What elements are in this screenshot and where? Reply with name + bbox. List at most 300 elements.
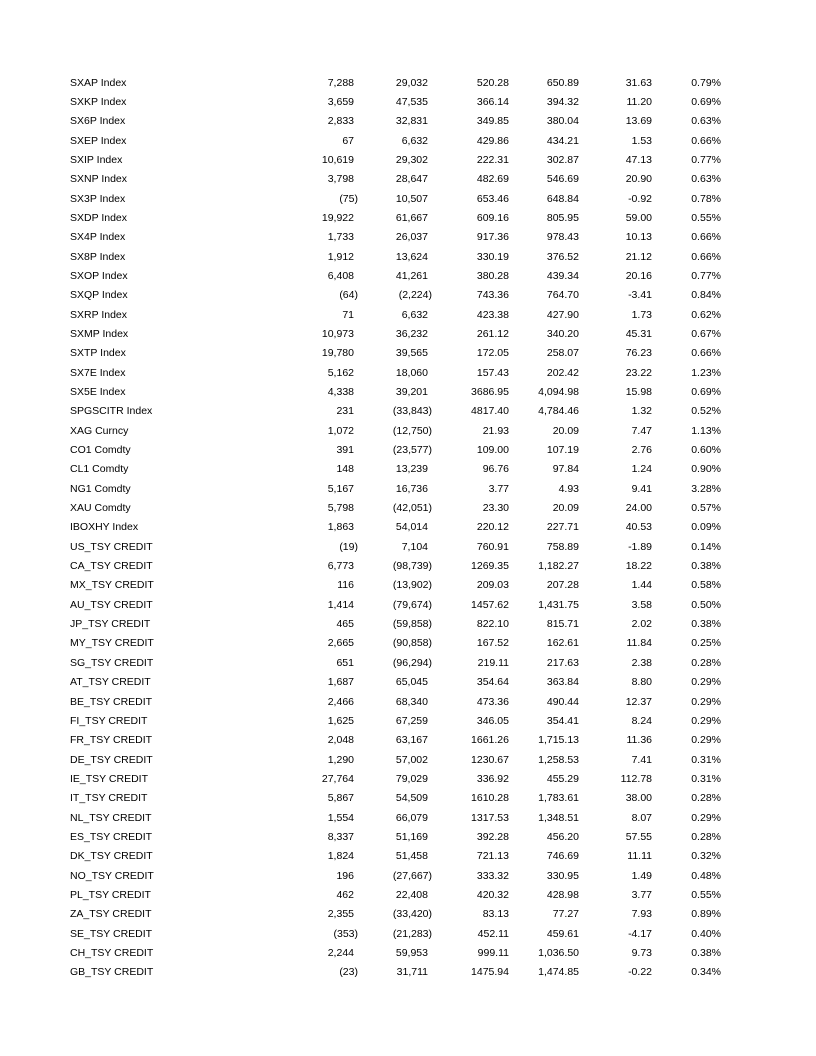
value-col-3: 167.52	[476, 637, 509, 650]
value-col-4: 746.69	[546, 850, 579, 863]
value-col-4: 217.63	[546, 656, 579, 669]
value-col-6: 3.28%	[691, 482, 721, 495]
instrument-name: SX6P Index	[70, 115, 126, 128]
value-col-1: 8,337	[327, 830, 354, 843]
value-col-3: 520.28	[476, 76, 509, 89]
value-col-3: 721.13	[476, 850, 509, 863]
value-col-5: 31.63	[625, 76, 652, 89]
value-col-2: (13,902)	[392, 579, 432, 592]
value-col-1: 1,290	[327, 753, 354, 766]
value-col-6: 0.28%	[691, 792, 721, 805]
value-col-4: 456.20	[546, 830, 579, 843]
instrument-name: SXIP Index	[70, 153, 123, 166]
value-col-5: 13.69	[625, 115, 652, 128]
value-col-3: 1269.35	[471, 560, 509, 573]
value-col-4: 805.95	[546, 211, 579, 224]
table-row	[0, 944, 816, 963]
value-col-4: 428.98	[546, 888, 579, 901]
value-col-4: 354.41	[546, 714, 579, 727]
value-col-5: 45.31	[625, 327, 652, 340]
value-col-2: 10,507	[395, 192, 428, 205]
value-col-4: 455.29	[546, 772, 579, 785]
value-col-3: 3686.95	[471, 386, 509, 398]
value-col-2: (33,420)	[392, 908, 432, 921]
value-col-6: 0.77%	[691, 269, 721, 282]
value-col-5: 8.07	[631, 811, 652, 824]
value-col-5: 9.73	[631, 946, 652, 959]
value-col-5: 2.76	[631, 444, 652, 457]
value-col-2: 31,711	[396, 966, 428, 979]
value-col-4: 758.89	[546, 540, 579, 553]
value-col-3: 4817.40	[471, 405, 509, 418]
value-col-6: 0.60%	[691, 444, 721, 457]
value-col-1: 651	[336, 656, 354, 669]
value-col-2: (98,739)	[392, 560, 432, 573]
value-col-3: 333.32	[476, 869, 509, 882]
instrument-name: SX7E Index	[70, 366, 126, 379]
value-col-3: 392.28	[476, 830, 509, 843]
instrument-name: SX3P Index	[70, 192, 126, 205]
value-col-5: 3.58	[631, 598, 652, 611]
value-col-4: 380.04	[546, 115, 579, 128]
value-col-3: 157.43	[476, 366, 509, 379]
value-col-1: 2,466	[327, 695, 354, 708]
value-col-4: 77.27	[552, 908, 579, 921]
value-col-5: 1.49	[631, 869, 652, 882]
value-col-2: 39,565	[395, 347, 428, 360]
value-col-2: 59,953	[395, 946, 428, 959]
value-col-3: 330.19	[476, 250, 509, 263]
value-col-5: 1.44	[631, 579, 652, 592]
instrument-name: SXTP Index	[70, 347, 126, 360]
instrument-name: NO_TSY CREDIT	[70, 869, 154, 882]
value-col-1: 4,338	[327, 386, 354, 398]
value-col-5: 23.22	[625, 366, 652, 379]
value-col-2: 65,045	[395, 676, 428, 689]
value-col-1: 1,625	[327, 714, 354, 727]
table-row	[0, 615, 816, 634]
table-row	[0, 867, 816, 886]
instrument-name: IBOXHY Index	[70, 521, 139, 534]
value-col-5: 47.13	[625, 153, 652, 166]
value-col-5: 2.38	[631, 656, 652, 669]
value-col-1: 19,922	[321, 211, 354, 224]
table-row	[0, 112, 816, 131]
value-col-2: (2,224)	[398, 289, 432, 302]
instrument-name: SXNP Index	[70, 173, 128, 186]
value-col-1: (23)	[339, 966, 358, 979]
value-col-4: 439.34	[546, 269, 579, 282]
value-col-1: (64)	[339, 289, 358, 302]
table-row	[0, 267, 816, 286]
instrument-name: SX4P Index	[70, 231, 126, 244]
value-col-1: 5,798	[327, 502, 354, 515]
instrument-name: SXKP Index	[70, 95, 127, 108]
value-col-1: 2,355	[327, 908, 354, 921]
instrument-name: SXDP Index	[70, 211, 128, 224]
value-col-4: 546.69	[546, 173, 579, 186]
value-col-3: 219.11	[477, 656, 509, 669]
value-col-4: 1,036.50	[538, 946, 579, 959]
table-row	[0, 789, 816, 808]
instrument-name: SX8P Index	[70, 250, 126, 263]
instrument-name: SXOP Index	[70, 269, 128, 282]
value-col-5: 38.00	[625, 792, 652, 805]
value-col-6: 0.29%	[691, 811, 721, 824]
table-row	[0, 480, 816, 499]
value-col-6: 0.28%	[691, 656, 721, 669]
instrument-name: DK_TSY CREDIT	[70, 850, 153, 863]
value-col-3: 760.91	[476, 540, 509, 553]
table-row	[0, 460, 816, 479]
value-col-5: 24.00	[625, 502, 652, 515]
value-col-1: 2,665	[327, 637, 354, 650]
value-col-2: (79,674)	[392, 598, 432, 611]
value-col-2: 29,302	[395, 153, 428, 166]
value-col-1: 116	[337, 579, 354, 592]
value-col-1: 231	[336, 405, 354, 418]
value-col-3: 429.86	[476, 134, 509, 147]
value-col-2: 68,340	[395, 695, 428, 708]
value-col-6: 0.89%	[691, 908, 721, 921]
value-col-1: 10,973	[321, 327, 354, 340]
instrument-name: CA_TSY CREDIT	[70, 560, 153, 573]
value-col-6: 0.40%	[691, 927, 721, 940]
value-col-5: 11.11	[627, 850, 652, 863]
value-col-4: 20.09	[552, 502, 579, 515]
value-col-1: 1,912	[327, 250, 354, 263]
value-col-3: 822.10	[476, 618, 509, 631]
value-col-2: 28,647	[395, 173, 428, 186]
value-col-3: 172.05	[476, 347, 509, 360]
instrument-name: NG1 Comdty	[70, 482, 131, 495]
value-col-1: (353)	[333, 927, 358, 940]
value-col-6: 0.66%	[691, 347, 721, 360]
instrument-name: CH_TSY CREDIT	[70, 946, 154, 959]
value-col-5: 7.41	[631, 753, 652, 766]
table-row	[0, 809, 816, 828]
table-row	[0, 828, 816, 847]
value-col-1: 10,619	[321, 153, 354, 166]
value-col-4: 459.61	[546, 927, 579, 940]
value-col-4: 4,784.46	[538, 405, 579, 418]
value-col-2: 67,259	[395, 714, 428, 727]
value-col-4: 1,715.13	[538, 734, 579, 747]
value-col-5: 57.55	[625, 830, 652, 843]
value-col-5: 15.98	[625, 386, 652, 398]
value-col-1: (75)	[339, 192, 358, 205]
instrument-name: SXAP Index	[70, 76, 127, 89]
value-col-6: 0.29%	[691, 734, 721, 747]
value-col-6: 0.66%	[691, 134, 721, 147]
instrument-name: IT_TSY CREDIT	[70, 792, 148, 805]
value-col-5: 18.22	[625, 560, 652, 573]
value-col-3: 1661.26	[471, 734, 509, 747]
value-col-3: 83.13	[482, 908, 509, 921]
value-col-6: 0.29%	[691, 695, 721, 708]
value-col-3: 473.36	[476, 695, 509, 708]
value-col-4: 815.71	[546, 618, 579, 631]
value-col-1: (19)	[339, 540, 358, 553]
value-col-6: 0.90%	[691, 463, 721, 476]
instrument-name: CL1 Comdty	[70, 463, 129, 476]
value-col-6: 0.38%	[691, 560, 721, 573]
value-col-3: 3.77	[488, 482, 509, 495]
instrument-name: SG_TSY CREDIT	[70, 656, 154, 669]
value-col-4: 1,258.53	[538, 753, 579, 766]
value-col-3: 21.93	[482, 424, 509, 437]
value-col-6: 0.38%	[691, 946, 721, 959]
value-col-4: 764.70	[546, 289, 579, 302]
value-col-3: 1230.67	[471, 753, 509, 766]
table-row	[0, 770, 816, 789]
value-col-3: 222.31	[476, 153, 509, 166]
value-col-1: 6,773	[327, 560, 354, 573]
value-col-5: 7.47	[631, 424, 652, 437]
value-col-4: 427.90	[546, 308, 579, 321]
value-col-1: 1,414	[327, 598, 354, 611]
value-col-6: 0.66%	[691, 250, 721, 263]
table-row	[0, 634, 816, 653]
value-col-2: (42,051)	[392, 502, 432, 515]
value-col-2: (96,294)	[392, 656, 432, 669]
value-col-4: 202.42	[546, 366, 579, 379]
value-col-1: 148	[336, 463, 354, 476]
value-col-6: 0.29%	[691, 714, 721, 727]
table-row	[0, 190, 816, 209]
value-col-3: 1475.94	[471, 966, 509, 979]
value-col-4: 258.07	[546, 347, 579, 360]
value-col-3: 96.76	[482, 463, 509, 476]
value-col-2: 6,632	[401, 308, 428, 321]
table-row	[0, 576, 816, 595]
value-col-1: 462	[336, 888, 354, 901]
value-col-4: 4,094.98	[538, 386, 579, 398]
value-col-1: 2,048	[327, 734, 354, 747]
value-col-6: 0.55%	[691, 888, 721, 901]
table-row	[0, 74, 816, 93]
instrument-name: BE_TSY CREDIT	[70, 695, 153, 708]
value-col-5: 11.20	[626, 95, 652, 108]
value-col-2: 51,458	[395, 850, 428, 863]
value-col-6: 0.69%	[691, 95, 721, 108]
value-col-6: 0.77%	[691, 153, 721, 166]
table-row	[0, 963, 816, 982]
instrument-name: SXMP Index	[70, 327, 129, 340]
value-col-6: 0.50%	[691, 598, 721, 611]
value-col-5: 10.13	[625, 231, 652, 244]
table-row	[0, 248, 816, 267]
value-col-2: 13,624	[395, 250, 428, 263]
value-col-3: 354.64	[476, 676, 509, 689]
value-col-3: 743.36	[476, 289, 509, 302]
value-col-4: 340.20	[546, 327, 579, 340]
value-col-5: 20.90	[625, 173, 652, 186]
value-col-2: 61,667	[395, 211, 428, 224]
value-col-2: 39,201	[395, 386, 428, 398]
value-col-5: 11.84	[626, 637, 652, 650]
value-col-6: 0.79%	[691, 76, 721, 89]
value-col-2: (59,858)	[392, 618, 432, 631]
value-col-6: 1.13%	[691, 424, 721, 437]
value-col-2: 32,831	[395, 115, 428, 128]
value-col-2: 18,060	[395, 366, 428, 379]
value-col-1: 5,162	[327, 366, 354, 379]
value-col-4: 20.09	[552, 424, 579, 437]
table-row	[0, 383, 816, 402]
instrument-name: ES_TSY CREDIT	[70, 830, 153, 843]
table-row	[0, 557, 816, 576]
value-col-6: 0.78%	[691, 192, 721, 205]
value-col-5: 7.93	[631, 908, 652, 921]
value-col-4: 1,431.75	[538, 598, 579, 611]
value-col-5: 11.36	[626, 734, 652, 747]
table-row	[0, 731, 816, 750]
table-row	[0, 364, 816, 383]
table-row	[0, 596, 816, 615]
table-row	[0, 712, 816, 731]
value-col-6: 0.31%	[691, 772, 721, 785]
value-col-1: 391	[336, 444, 354, 457]
value-col-6: 0.14%	[691, 540, 721, 553]
instrument-name: SXRP Index	[70, 308, 128, 321]
value-col-3: 917.36	[476, 231, 509, 244]
value-col-3: 349.85	[476, 115, 509, 128]
value-col-2: 13,239	[395, 463, 428, 476]
value-col-3: 366.14	[476, 95, 509, 108]
instrument-name: FR_TSY CREDIT	[70, 734, 153, 747]
value-col-6: 0.32%	[691, 850, 721, 863]
value-col-4: 376.52	[546, 250, 579, 263]
value-col-1: 1,863	[327, 521, 354, 534]
value-col-5: 112.78	[620, 772, 652, 785]
value-col-4: 1,783.61	[538, 792, 579, 805]
value-col-1: 5,867	[327, 792, 354, 805]
value-col-6: 0.28%	[691, 830, 721, 843]
value-col-3: 1317.53	[471, 811, 509, 824]
instrument-name: NL_TSY CREDIT	[70, 811, 152, 824]
value-col-2: 16,736	[395, 482, 428, 495]
value-col-5: -4.17	[628, 927, 652, 940]
value-col-3: 420.32	[476, 888, 509, 901]
value-col-2: (90,858)	[392, 637, 432, 650]
value-col-3: 380.28	[476, 269, 509, 282]
value-col-5: 9.41	[631, 482, 652, 495]
value-col-4: 1,182.27	[538, 560, 579, 573]
instrument-name: CO1 Comdty	[70, 444, 131, 457]
value-col-5: 2.02	[631, 618, 652, 631]
value-col-2: 22,408	[395, 888, 428, 901]
value-col-4: 650.89	[546, 76, 579, 89]
value-col-3: 261.12	[476, 327, 509, 340]
value-col-5: 59.00	[625, 211, 652, 224]
table-row	[0, 93, 816, 112]
value-col-3: 482.69	[476, 173, 509, 186]
value-col-1: 7,288	[327, 76, 354, 89]
value-col-2: (27,667)	[392, 869, 432, 882]
value-col-4: 97.84	[552, 463, 579, 476]
table-row	[0, 518, 816, 537]
value-col-3: 999.11	[477, 946, 509, 959]
value-col-1: 6,408	[327, 269, 354, 282]
table-row	[0, 886, 816, 905]
value-col-2: 26,037	[395, 231, 428, 244]
table-row	[0, 344, 816, 363]
value-col-4: 394.32	[546, 95, 579, 108]
value-col-6: 0.29%	[691, 676, 721, 689]
instrument-name: ZA_TSY CREDIT	[70, 908, 152, 921]
value-col-1: 1,554	[327, 811, 354, 824]
value-col-4: 1,348.51	[538, 811, 579, 824]
table-row	[0, 325, 816, 344]
instrument-name: SPGSCITR Index	[70, 405, 153, 418]
table-row	[0, 228, 816, 247]
instrument-name: SE_TSY CREDIT	[70, 927, 153, 940]
value-col-6: 0.52%	[691, 405, 721, 418]
value-col-1: 1,072	[327, 424, 354, 437]
table-row	[0, 847, 816, 866]
value-col-6: 0.34%	[691, 966, 721, 979]
value-col-2: (33,843)	[392, 405, 432, 418]
value-col-5: 1.73	[631, 308, 652, 321]
instrument-name: XAG Curncy	[70, 424, 129, 437]
value-col-6: 0.84%	[691, 289, 721, 302]
value-col-2: 57,002	[395, 753, 428, 766]
value-col-3: 452.11	[477, 927, 509, 940]
instrument-name: MY_TSY CREDIT	[70, 637, 154, 650]
value-col-6: 0.63%	[691, 115, 721, 128]
value-col-2: 6,632	[401, 134, 428, 147]
value-col-1: 3,798	[327, 173, 354, 186]
value-col-5: 21.12	[625, 250, 652, 263]
instrument-name: US_TSY CREDIT	[70, 540, 153, 553]
value-col-5: -3.41	[628, 289, 652, 302]
table-row	[0, 654, 816, 673]
value-col-5: 3.77	[631, 888, 652, 901]
value-col-3: 23.30	[482, 502, 509, 515]
instrument-name: DE_TSY CREDIT	[70, 753, 153, 766]
value-col-5: -0.92	[628, 192, 652, 205]
instrument-name: SX5E Index	[70, 386, 126, 398]
value-col-5: 1.24	[631, 463, 652, 476]
value-col-5: 1.32	[631, 405, 652, 418]
value-col-1: 2,833	[327, 115, 354, 128]
instrument-name: PL_TSY CREDIT	[70, 888, 151, 901]
instrument-name: SXEP Index	[70, 134, 127, 147]
value-col-1: 1,824	[327, 850, 354, 863]
value-col-4: 162.61	[546, 637, 579, 650]
value-col-3: 209.03	[476, 579, 509, 592]
value-col-6: 0.55%	[691, 211, 721, 224]
value-col-3: 220.12	[476, 521, 509, 534]
table-row	[0, 170, 816, 189]
table-row	[0, 132, 816, 151]
value-col-4: 207.28	[546, 579, 579, 592]
value-col-2: 66,079	[395, 811, 428, 824]
value-col-2: 7,104	[401, 540, 428, 553]
value-col-4: 302.87	[546, 153, 579, 166]
value-col-3: 336.92	[476, 772, 509, 785]
value-col-5: 8.80	[631, 676, 652, 689]
value-col-6: 0.57%	[691, 502, 721, 515]
value-col-6: 0.09%	[691, 521, 721, 534]
value-col-2: 63,167	[395, 734, 428, 747]
value-col-6: 0.67%	[691, 327, 721, 340]
instrument-name: XAU Comdty	[70, 502, 131, 515]
value-col-1: 5,167	[327, 482, 354, 495]
value-col-2: 29,032	[395, 76, 428, 89]
table-row	[0, 499, 816, 518]
